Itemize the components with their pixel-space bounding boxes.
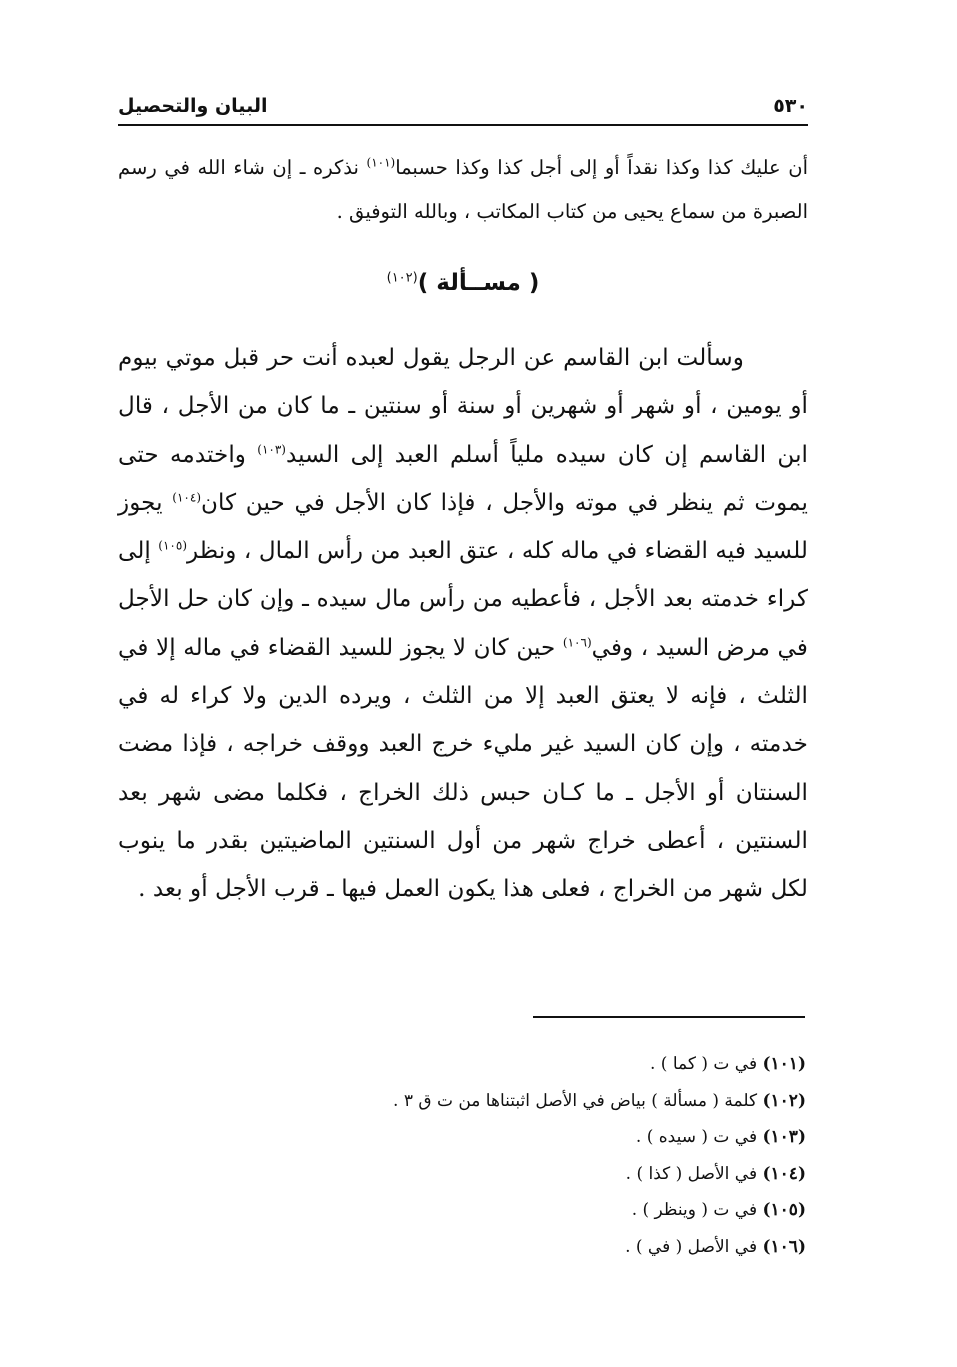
footnote-text: كلمة ( مسألة ) بياض في الأصل اثبتناها من ت ق ٣ . [393,1090,763,1111]
page-number: ٥٣٠ [773,95,808,117]
footnote-text: في الأصل ( في ) . [625,1236,763,1257]
footnote-number: (١٠٢) [762,1090,806,1111]
main-paragraph [118,334,808,914]
body-segment-4: إلى كراء خدمته بعد الأجل ، فأعطيه من رأس مال سيده ـ وإن كان حل الأجل في مرض السيد ، وفي [118,537,808,661]
body-segment-2: واختدمه حتى يموت ثم ينظر في موته والأجل ، فإذا كان الأجل في حين كان [118,440,808,516]
body-segment-5: حين كان لا يجوز للسيد القضاء في ماله إلا في الثلث ، فإنه لا يعتق العبد إلا من الثلث ، ويرده الدين ولا كراء له في خدمته ، وإن كان السيد غير مليء خرج العبد ووقف خراجه ، فإذا مضت السنتان أو الأجل ـ ما كـان حبس ذلك الخراج ، فكلما مضى شهر بعد السنتين ، أعطى خراج شهر من أول السنتين الماضيتين بقدر ما ينوب لكل شهر من الخراج ، فعلى هذا يكون العمل فيها ـ قرب الأجل أو بعد . [118,633,808,903]
running-header [118,85,808,117]
footnote-item [118,1046,806,1083]
footnote-text: في الأصل ( كذا ) . [625,1163,763,1184]
footnote-text: في ت ( كما ) . [650,1054,763,1074]
body-segment-1: وسألت ابن القاسم عن الرجل يقول لعبده أنت حر قبل موتي بيوم أو يومين ، أو شهر أو شهرين أو سنة أو سنتين ـ ما كان من الأجل ، قال ابن القاسم إن كان سيده ملياً أسلم العبد إلى السيد [118,344,808,468]
footnote-number: (١٠٥) [762,1200,806,1220]
intro-paragraph [118,146,808,234]
footnote-item [118,1083,806,1120]
section-title-text: ( مســألة ) [417,270,540,296]
footnote-ref-105: (١٠٥) [158,538,187,553]
footnote-ref-106: (١٠٦) [562,635,592,650]
footnote-number: (١٠٦) [762,1236,806,1257]
footnote-number: (١٠٣) [762,1127,806,1147]
footnote-text: في ت ( وينظر ) . [631,1200,763,1220]
footnote-item [118,1156,806,1193]
footnote-item [118,1119,806,1156]
footnote-ref-104: (١٠٤) [172,490,201,505]
footnote-text: في ت ( سيده ) . [635,1127,763,1147]
footnote-ref-102: (١٠٢) [386,270,418,286]
footnote-number: (١٠٤) [762,1163,806,1184]
section-heading [118,270,808,296]
footnote-rule [533,1016,805,1018]
intro-text-2: نذكره ـ إن شاء الله في رسم الصبرة من سماع يحيى من كتاب المكاتب ، وبالله التوفيق . [118,156,808,223]
footnote-number: (١٠١) [762,1054,806,1074]
body-segment-3: يجوز للسيد فيه القضاء في ماله كله ، عتق العبد من رأس المال ، ونظر [118,488,808,565]
book-title: البيان والتحصيل [118,95,268,117]
header-rule [118,124,808,126]
footnote-ref-101: (١٠١) [366,155,396,170]
intro-text-1: أن عليك كذا وكذا نقداً أو إلى أجل كذا وكذا حسبما [395,156,808,179]
footnotes-list [118,1046,806,1265]
footnote-item [118,1192,806,1229]
footnote-ref-103: (١٠٣) [257,441,286,456]
footnote-item [118,1229,806,1266]
